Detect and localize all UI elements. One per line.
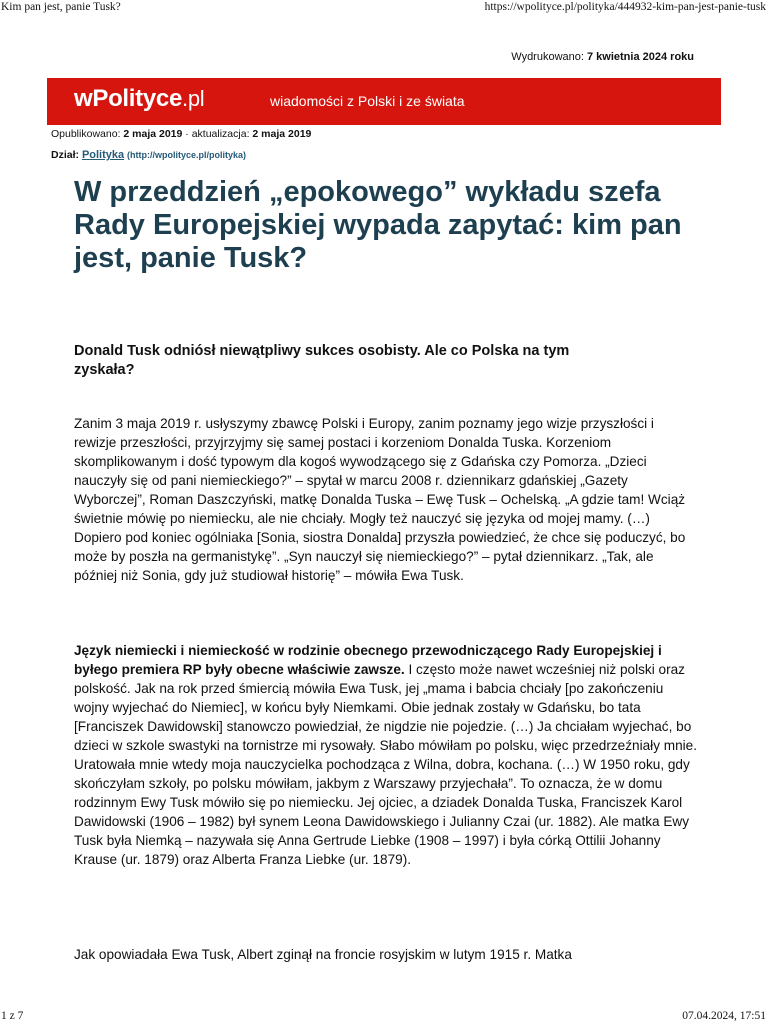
site-tagline: wiadomości z Polski i ze świata xyxy=(270,93,465,109)
updated-date: 2 maja 2019 xyxy=(252,128,312,140)
section-category-link[interactable]: Polityka xyxy=(81,149,125,161)
meta-separator: · xyxy=(182,128,192,140)
article-paragraph: Jak opowiadała Ewa Tusk, Albert zginął na froncie rosyjskim w lutym 1915 r. Matka xyxy=(74,947,572,962)
updated-label: aktualizacja: xyxy=(191,128,250,140)
published-date: 2 maja 2019 xyxy=(123,128,183,140)
print-page-number: 1 z 7 xyxy=(1,1010,24,1022)
printed-label: Wydrukowano: xyxy=(511,51,584,63)
print-datetime: 07.04.2024, 17:51 xyxy=(682,1010,766,1022)
section-line xyxy=(51,149,246,161)
published-label: Opublikowano: xyxy=(51,128,121,140)
article-lead: Donald Tusk odniósł niewątpliwy sukces osobisty. Ale co Polska na tym zyskała? xyxy=(74,343,570,378)
paragraph-bold-intro: Język niemiecki i niemieckość w rodzinie obecnego przewodniczącego Rady Europejskiej i byłego premiera RP były obecne właściwie zawsze. xyxy=(74,643,662,677)
brand-bar xyxy=(47,78,721,125)
print-header xyxy=(0,0,768,16)
article-paragraph: Zanim 3 maja 2019 r. usłyszymy zbawcę Polski i Europy, zanim poznamy jego wizje przyszłości i rewizje przeszłości, przyjrzyjmy się samej postaci i korzeniom Donalda Tuska. Korzeniom skomplikowanym i dość typowym dla kogoś wywodzącego się z Gdańska czy Pomorza. „Dzieci nauczyły się od pani niemieckiego?” – spytał w marcu 2008 r. dziennikarz gdańskiej „Gazety Wyborczej”, Roman Daszczyński, matkę Donalda Tuska – Ewę Tusk – Ochelską. „A gdzie tam! Wciąż świetnie mówię po niemiecku, ale nie chciały. Mogły też nauczyć się języka od mojej mamy. (…) Dopiero pod koniec ogólniaka [Sonia, siostra Donalda] przyszła powiedzieć, że chce się poduczyć, bo może by poszła na germanistykę”. „Syn nauczył się niemieckiego?” – pytał dziennikarz. „Tak, ale później niż Sonia, gdy już studiował historię” – mówiła Ewa Tusk. xyxy=(74,416,686,583)
section-category-url: (http://wpolityce.pl/polityka) xyxy=(127,150,247,160)
print-page-title: Kim pan jest, panie Tusk? xyxy=(1,1,121,13)
paragraph-body: I często może nawet wcześniej niż polski oraz polskość. Jak na rok przed śmiercią mówiła Ewa Tusk, jej „mama i babcia chciały [po zakończeniu wojny wyjechać do Niemiec], w końcu były Niemkami. Obie jednak zostały w Gdańsku, bo tata [Franciszek Dawidowski] stanowczo powiedział, że nigdzie nie pojedzie. (…) Ja chciałam wyjechać, bo dzieci w szkole swastyki na tornistrze mi rysowały. Słabo mówiłam po polsku, więc przedrzeźniały mnie. Uratowała mnie wtedy moja nauczycielka pochodząca z Wilna, dobra, kochana. (…) W 1950 roku, gdy skończyłam szkoły, po polsku mówiłam, jakbym z Warszawy przyjechała”. To oznacza, że w domu rodzinnym Ewy Tusk mówiło się po niemiecku. Jej ojciec, a dziadek Donalda Tuska, Franciszek Karol Dawidowski (1906 – 1982) był synem Leona Dawidowskiego i Julianny Czai (ur. 1882). Ale matka Ewy Tusk była Niemką – nazywała się Anna Gertrude Liebke (1908 – 1997) i była córką Ottilii Johanny Krause (ur. 1879) oraz Alberta Franza Liebke (ur. 1879). xyxy=(74,662,698,867)
article-headline: W przeddzień „epokowego” wykładu szefa Rady Europejskiej wypada zapytać: kim pan jest, panie Tusk? xyxy=(74,176,682,274)
site-logo-main: wPolityce xyxy=(74,85,183,112)
print-page-url: https://wpolityce.pl/polityka/444932-kim-pan-jest-panie-tusk xyxy=(484,1,766,13)
article-paragraph xyxy=(74,641,698,869)
publication-meta xyxy=(51,128,311,140)
printed-date: 7 kwietnia 2024 roku xyxy=(587,51,694,63)
printed-date-line xyxy=(511,51,694,63)
site-logo[interactable] xyxy=(74,85,204,113)
print-footer xyxy=(0,1008,768,1024)
site-logo-tld: .pl xyxy=(182,86,205,111)
section-label: Dział: xyxy=(51,149,80,161)
